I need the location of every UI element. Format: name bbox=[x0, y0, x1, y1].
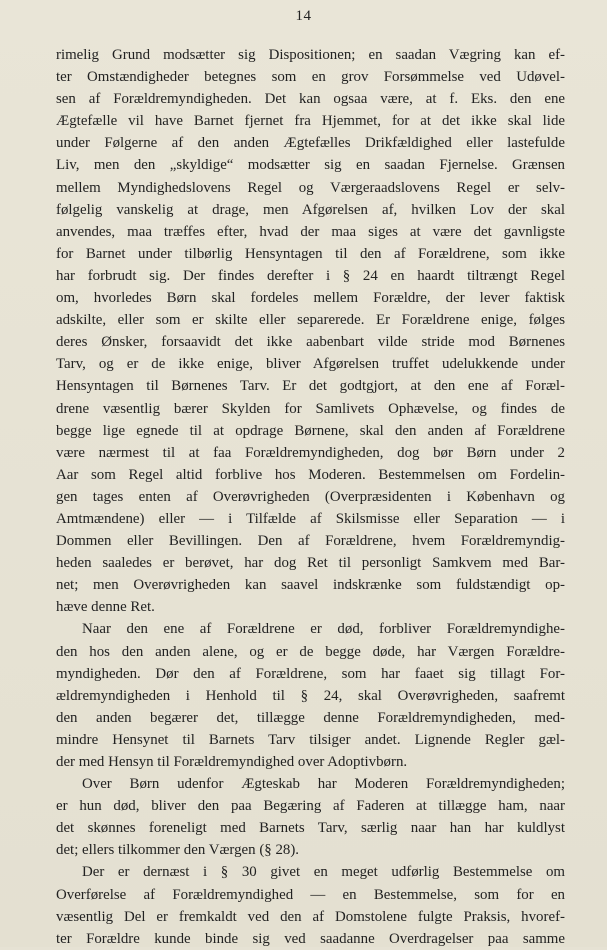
paragraph-end-line: det; ellers tilkommer den Værgen (§ 28). bbox=[56, 842, 300, 859]
body-text bbox=[56, 44, 565, 950]
text-line: ter Forældre kunde binde sig ved saadanne Overdragelser paa samme bbox=[56, 930, 565, 947]
text-line: gen tages enten af Overøvrigheden (Overpræsidenten i København og bbox=[56, 488, 565, 505]
page-number: 14 bbox=[295, 8, 312, 24]
text-line: drene væsentlig bærer Skylden for Samlivets Ophævelse, og findes de bbox=[56, 400, 565, 417]
text-line: er hun død, bliver den paa Begæring af Faderen at tillægge ham, naar bbox=[56, 798, 565, 815]
text-line: Amtmændene) eller — i Tilfælde af Skilsmisse eller Separation — i bbox=[56, 510, 565, 527]
text-line: mindre Hensynet til Barnets Tarv tilsiger andet. Lignende Regler gæl- bbox=[56, 731, 565, 748]
text-line: følgelig vanskelig at drage, men Afgørelsen af, hvilken Lov der skal bbox=[56, 201, 565, 218]
text-line: anvendes, maa træffes efter, hvad der maa siges at være det gavnligste bbox=[56, 223, 565, 240]
text-line: myndigheden. Dør den af Forældrene, som har faaet sig tillagt For- bbox=[56, 665, 565, 682]
text-line: heden saaledes er berøvet, har dog Ret til personligt Samkvem med Bar- bbox=[56, 555, 565, 572]
text-line: rimelig Grund modsætter sig Dispositionen; en saadan Vægring kan ef- bbox=[56, 47, 565, 63]
text-line: begge lige egnede til at opdrage Børnene, skal den anden af Forældrene bbox=[56, 422, 565, 439]
text-line: Tarv, og er de ikke enige, bliver Afgørelsen truffet udelukkende under bbox=[56, 356, 565, 373]
text-line: væsentlig Del er fremkaldt ved den af Domstolene fulgte Praksis, hvoref- bbox=[56, 908, 565, 925]
text-line: for Barnet under tilbørlig Hensyntagen til den af Forældrene, som ikke bbox=[56, 245, 565, 262]
paragraph-first-line: Over Børn udenfor Ægteskab har Moderen Forældremyndigheden; bbox=[82, 776, 565, 793]
text-line: Liv, men den „skyldige“ modsætter sig en saadan Fjernelse. Grænsen bbox=[56, 157, 565, 174]
text-line: har forbrudt sig. Der findes derefter i § 24 en haardt tiltrængt Regel bbox=[56, 267, 565, 284]
text-line: den hos den anden alene, og er de begge døde, har Værgen Forældre- bbox=[56, 643, 565, 660]
text-line: mellem Myndighedslovens Regel og Værgeraadslovens Regel er selv- bbox=[56, 179, 565, 196]
text-line: være nærmest til at faa Forældremyndigheden, dog bør Børn under 2 bbox=[56, 444, 565, 461]
text-line: under Følgerne af den anden Ægtefælles Drikfældighed eller lastefulde bbox=[56, 135, 565, 152]
text-line: det skønnes foreneligt med Barnets Tarv, særlig naar han har kuldlyst bbox=[56, 820, 565, 837]
text-line: ældremyndigheden i Henhold til § 24, skal Overøvrigheden, saafremt bbox=[56, 687, 565, 704]
text-line: ter Omstændigheder betegnes som en grov Forsømmelse ved Udøvel- bbox=[56, 69, 565, 86]
text-line: om, hvorledes Børn skal fordeles mellem Forældre, der lever faktisk bbox=[56, 290, 565, 307]
text-line: net; men Overøvrigheden kan saavel indskrænke som fuldstændigt op- bbox=[56, 577, 565, 594]
text-line: den anden begærer det, tillægge denne Forældremyndigheden, med- bbox=[56, 709, 565, 726]
text-line: sen af Forældremyndigheden. Det kan ogsaa være, at f. Eks. den ene bbox=[56, 91, 565, 108]
paragraph-first-line: Naar den ene af Forældrene er død, forbliver Forældremyndighe- bbox=[82, 621, 565, 638]
text-line: Ægtefælle vil have Barnet fjernet fra Hjemmet, for at det ikke skal lide bbox=[56, 113, 565, 130]
text-line: adskilte, eller som er skilte eller separerede. Er Forældrene enige, følges bbox=[56, 312, 565, 329]
paragraph-first-line: Der er dernæst i § 30 givet en meget udførlig Bestemmelse om bbox=[82, 864, 565, 881]
paragraph-end-line: hæve denne Ret. bbox=[56, 599, 155, 616]
paragraph-end-line: der med Hensyn til Forældremyndighed over Adoptivbørn. bbox=[56, 754, 408, 770]
text-line: Dommen eller Bevillingen. Den af Forældrene, hvem Forældremyndig- bbox=[56, 533, 565, 550]
text-line: Overførelse af Forældremyndighed — en Bestemmelse, som for en bbox=[56, 886, 565, 903]
text-line: Hensyntagen til Børnenes Tarv. Er det godtgjort, at den ene af Foræl- bbox=[56, 378, 565, 395]
text-line: Aar som Regel altid forblive hos Moderen. Bestemmelsen om Fordelin- bbox=[56, 466, 565, 483]
text-line: deres Ønsker, forsaavidt det ikke aabenbart vilde stride mod Børnenes bbox=[56, 334, 565, 351]
